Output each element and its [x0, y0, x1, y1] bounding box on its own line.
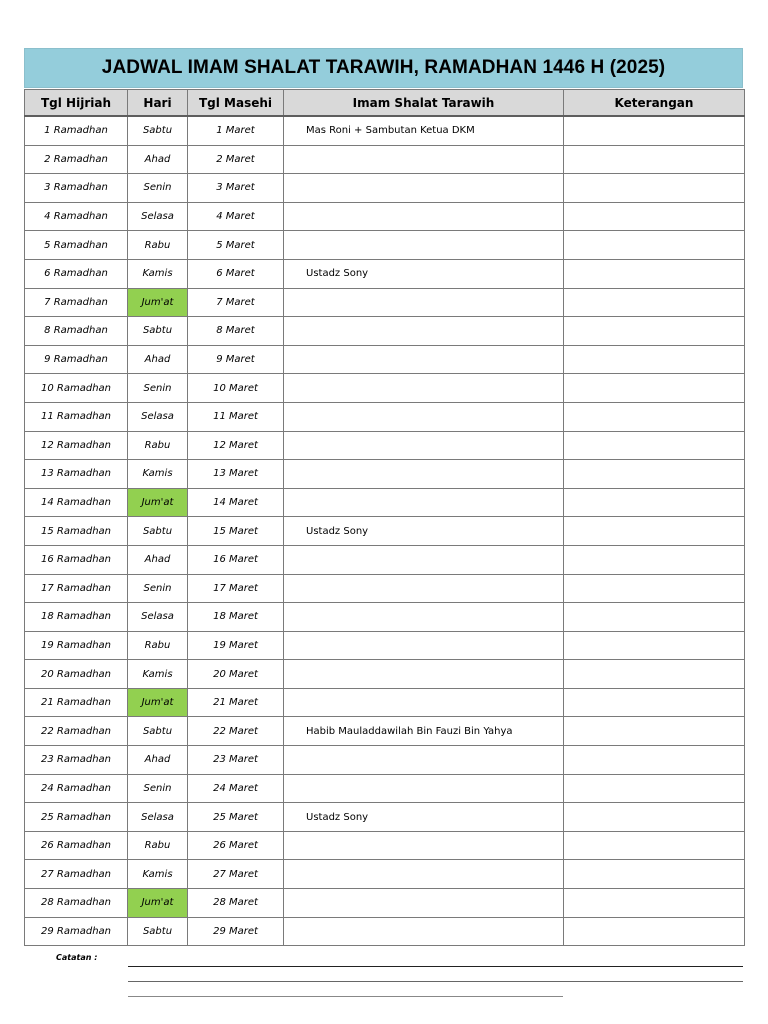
cell-tgl-hijriah: 13 Ramadhan	[25, 460, 128, 489]
cell-imam	[284, 774, 564, 803]
cell-keterangan	[564, 317, 745, 346]
cell-imam	[284, 231, 564, 260]
table-row	[25, 231, 745, 260]
cell-tgl-hijriah: 19 Ramadhan	[25, 631, 128, 660]
cell-tgl-hijriah: 8 Ramadhan	[25, 317, 128, 346]
cell-keterangan	[564, 116, 745, 145]
cell-hari: Sabtu	[128, 917, 188, 946]
cell-keterangan	[564, 860, 745, 889]
cell-tgl-masehi: 17 Maret	[188, 574, 284, 603]
cell-tgl-masehi: 5 Maret	[188, 231, 284, 260]
cell-imam	[284, 889, 564, 918]
cell-tgl-masehi: 2 Maret	[188, 145, 284, 174]
cell-hari: Jum'at	[128, 688, 188, 717]
cell-keterangan	[564, 231, 745, 260]
cell-tgl-masehi: 13 Maret	[188, 460, 284, 489]
table-row	[25, 145, 745, 174]
cell-imam	[284, 202, 564, 231]
cell-imam: Ustadz Sony	[284, 517, 564, 546]
table-row	[25, 460, 745, 489]
cell-keterangan	[564, 746, 745, 775]
cell-tgl-hijriah: 2 Ramadhan	[25, 145, 128, 174]
cell-tgl-hijriah: 10 Ramadhan	[25, 374, 128, 403]
cell-tgl-hijriah: 11 Ramadhan	[25, 402, 128, 431]
table-row	[25, 917, 745, 946]
table-row	[25, 174, 745, 203]
table-row	[25, 116, 745, 145]
table-row	[25, 431, 745, 460]
table-row	[25, 317, 745, 346]
table-row	[25, 517, 745, 546]
cell-keterangan	[564, 574, 745, 603]
title-bar	[24, 48, 743, 88]
cell-hari: Senin	[128, 174, 188, 203]
cell-imam	[284, 688, 564, 717]
cell-tgl-masehi: 25 Maret	[188, 803, 284, 832]
cell-hari: Senin	[128, 774, 188, 803]
cell-imam	[284, 145, 564, 174]
cell-keterangan	[564, 717, 745, 746]
cell-tgl-hijriah: 16 Ramadhan	[25, 545, 128, 574]
cell-hari: Selasa	[128, 603, 188, 632]
cell-hari: Rabu	[128, 431, 188, 460]
cell-imam	[284, 603, 564, 632]
cell-keterangan	[564, 345, 745, 374]
cell-keterangan	[564, 688, 745, 717]
cell-tgl-masehi: 16 Maret	[188, 545, 284, 574]
cell-hari: Selasa	[128, 202, 188, 231]
cell-hari: Kamis	[128, 660, 188, 689]
cell-imam	[284, 746, 564, 775]
cell-tgl-hijriah: 18 Ramadhan	[25, 603, 128, 632]
cell-imam	[284, 174, 564, 203]
table-row	[25, 374, 745, 403]
note-line	[128, 981, 743, 982]
cell-tgl-masehi: 8 Maret	[188, 317, 284, 346]
cell-imam	[284, 917, 564, 946]
table-row	[25, 860, 745, 889]
cell-hari: Ahad	[128, 746, 188, 775]
cell-keterangan	[564, 517, 745, 546]
cell-keterangan	[564, 288, 745, 317]
table-row	[25, 603, 745, 632]
cell-keterangan	[564, 488, 745, 517]
cell-tgl-masehi: 26 Maret	[188, 831, 284, 860]
table-row	[25, 803, 745, 832]
cell-tgl-masehi: 15 Maret	[188, 517, 284, 546]
cell-hari: Selasa	[128, 402, 188, 431]
cell-keterangan	[564, 545, 745, 574]
table-row	[25, 631, 745, 660]
cell-keterangan	[564, 917, 745, 946]
cell-tgl-masehi: 28 Maret	[188, 889, 284, 918]
table-row	[25, 259, 745, 288]
table-row	[25, 831, 745, 860]
cell-tgl-hijriah: 7 Ramadhan	[25, 288, 128, 317]
table-row	[25, 345, 745, 374]
column-header-imam: Imam Shalat Tarawih	[284, 90, 564, 117]
cell-tgl-hijriah: 29 Ramadhan	[25, 917, 128, 946]
cell-hari: Selasa	[128, 803, 188, 832]
column-header-keterangan: Keterangan	[564, 90, 745, 117]
table-header-row	[25, 90, 745, 117]
cell-hari: Rabu	[128, 631, 188, 660]
cell-tgl-masehi: 19 Maret	[188, 631, 284, 660]
column-header-masehi: Tgl Masehi	[188, 90, 284, 117]
cell-tgl-hijriah: 28 Ramadhan	[25, 889, 128, 918]
cell-tgl-masehi: 9 Maret	[188, 345, 284, 374]
note-line	[128, 966, 743, 967]
notes-label: Catatan :	[56, 953, 98, 962]
cell-imam	[284, 402, 564, 431]
cell-keterangan	[564, 603, 745, 632]
cell-tgl-masehi: 4 Maret	[188, 202, 284, 231]
cell-tgl-hijriah: 3 Ramadhan	[25, 174, 128, 203]
cell-tgl-masehi: 24 Maret	[188, 774, 284, 803]
cell-tgl-masehi: 21 Maret	[188, 688, 284, 717]
cell-tgl-masehi: 1 Maret	[188, 116, 284, 145]
cell-tgl-masehi: 12 Maret	[188, 431, 284, 460]
cell-imam	[284, 574, 564, 603]
cell-keterangan	[564, 374, 745, 403]
cell-imam: Mas Roni + Sambutan Ketua DKM	[284, 116, 564, 145]
cell-hari: Rabu	[128, 231, 188, 260]
table-row	[25, 717, 745, 746]
table-row	[25, 774, 745, 803]
cell-tgl-masehi: 14 Maret	[188, 488, 284, 517]
cell-imam: Ustadz Sony	[284, 803, 564, 832]
cell-hari: Ahad	[128, 145, 188, 174]
cell-tgl-hijriah: 5 Ramadhan	[25, 231, 128, 260]
table-row	[25, 402, 745, 431]
cell-tgl-masehi: 10 Maret	[188, 374, 284, 403]
cell-hari: Kamis	[128, 460, 188, 489]
cell-keterangan	[564, 174, 745, 203]
table-row	[25, 545, 745, 574]
schedule-body	[25, 116, 745, 946]
cell-keterangan	[564, 202, 745, 231]
cell-tgl-masehi: 27 Maret	[188, 860, 284, 889]
cell-hari: Ahad	[128, 545, 188, 574]
cell-imam	[284, 660, 564, 689]
cell-keterangan	[564, 145, 745, 174]
cell-keterangan	[564, 803, 745, 832]
cell-imam: Ustadz Sony	[284, 259, 564, 288]
cell-tgl-masehi: 11 Maret	[188, 402, 284, 431]
cell-imam: Habib Mauladdawilah Bin Fauzi Bin Yahya	[284, 717, 564, 746]
cell-keterangan	[564, 259, 745, 288]
cell-tgl-masehi: 22 Maret	[188, 717, 284, 746]
cell-hari: Kamis	[128, 259, 188, 288]
cell-tgl-masehi: 29 Maret	[188, 917, 284, 946]
cell-tgl-masehi: 7 Maret	[188, 288, 284, 317]
table-row	[25, 746, 745, 775]
cell-hari: Jum'at	[128, 488, 188, 517]
cell-keterangan	[564, 431, 745, 460]
cell-keterangan	[564, 831, 745, 860]
cell-hari: Sabtu	[128, 317, 188, 346]
cell-hari: Sabtu	[128, 717, 188, 746]
column-header-hijri: Tgl Hijriah	[25, 90, 128, 117]
cell-hari: Senin	[128, 574, 188, 603]
cell-tgl-masehi: 23 Maret	[188, 746, 284, 775]
cell-hari: Jum'at	[128, 288, 188, 317]
cell-tgl-hijriah: 1 Ramadhan	[25, 116, 128, 145]
cell-tgl-hijriah: 27 Ramadhan	[25, 860, 128, 889]
cell-hari: Jum'at	[128, 889, 188, 918]
cell-tgl-hijriah: 24 Ramadhan	[25, 774, 128, 803]
cell-tgl-hijriah: 20 Ramadhan	[25, 660, 128, 689]
cell-tgl-hijriah: 6 Ramadhan	[25, 259, 128, 288]
cell-tgl-hijriah: 22 Ramadhan	[25, 717, 128, 746]
cell-keterangan	[564, 774, 745, 803]
cell-keterangan	[564, 889, 745, 918]
cell-hari: Senin	[128, 374, 188, 403]
cell-imam	[284, 545, 564, 574]
cell-imam	[284, 345, 564, 374]
cell-imam	[284, 860, 564, 889]
note-line	[128, 996, 563, 997]
cell-tgl-hijriah: 12 Ramadhan	[25, 431, 128, 460]
cell-imam	[284, 374, 564, 403]
cell-hari: Sabtu	[128, 517, 188, 546]
cell-hari: Ahad	[128, 345, 188, 374]
cell-tgl-hijriah: 15 Ramadhan	[25, 517, 128, 546]
table-row	[25, 889, 745, 918]
cell-tgl-hijriah: 9 Ramadhan	[25, 345, 128, 374]
cell-tgl-hijriah: 17 Ramadhan	[25, 574, 128, 603]
table-row	[25, 574, 745, 603]
schedule-table	[24, 89, 745, 946]
cell-tgl-hijriah: 26 Ramadhan	[25, 831, 128, 860]
column-header-hari: Hari	[128, 90, 188, 117]
cell-tgl-masehi: 6 Maret	[188, 259, 284, 288]
cell-hari: Rabu	[128, 831, 188, 860]
cell-imam	[284, 317, 564, 346]
cell-hari: Kamis	[128, 860, 188, 889]
cell-keterangan	[564, 402, 745, 431]
cell-imam	[284, 288, 564, 317]
cell-imam	[284, 831, 564, 860]
table-row	[25, 660, 745, 689]
cell-keterangan	[564, 460, 745, 489]
cell-imam	[284, 431, 564, 460]
cell-imam	[284, 460, 564, 489]
cell-keterangan	[564, 631, 745, 660]
cell-tgl-hijriah: 25 Ramadhan	[25, 803, 128, 832]
cell-tgl-hijriah: 14 Ramadhan	[25, 488, 128, 517]
cell-tgl-hijriah: 23 Ramadhan	[25, 746, 128, 775]
table-row	[25, 688, 745, 717]
cell-tgl-hijriah: 4 Ramadhan	[25, 202, 128, 231]
table-row	[25, 288, 745, 317]
cell-keterangan	[564, 660, 745, 689]
cell-hari: Sabtu	[128, 116, 188, 145]
cell-tgl-masehi: 18 Maret	[188, 603, 284, 632]
table-row	[25, 202, 745, 231]
cell-tgl-masehi: 20 Maret	[188, 660, 284, 689]
cell-tgl-masehi: 3 Maret	[188, 174, 284, 203]
document-title: JADWAL IMAM SHALAT TARAWIH, RAMADHAN 1446 H (2025)	[101, 57, 666, 78]
cell-imam	[284, 488, 564, 517]
table-row	[25, 488, 745, 517]
cell-imam	[284, 631, 564, 660]
cell-tgl-hijriah: 21 Ramadhan	[25, 688, 128, 717]
